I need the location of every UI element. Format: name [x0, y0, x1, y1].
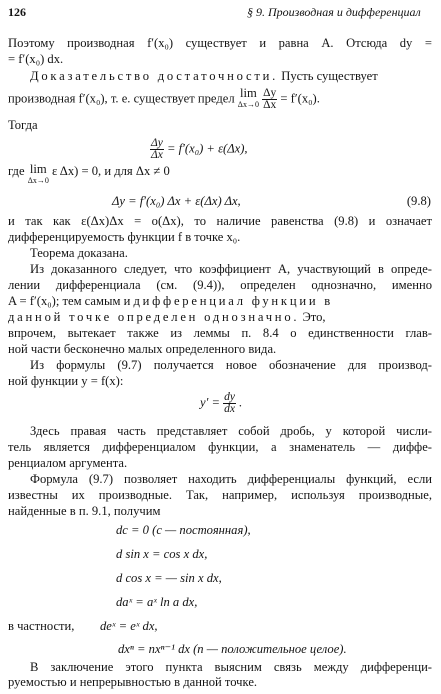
text-line: [30, 69, 378, 84]
text-line: дифференцируемость функции f в точке x₀.: [8, 230, 241, 244]
lim-subscript: Δx→0: [237, 100, 259, 109]
fraction-numerator: dy: [224, 391, 236, 403]
text-fragment: Пусть существует: [281, 69, 378, 83]
text-line: Поэтому производная f′(x₀) существует и равна A. Отсюда dy =: [8, 36, 432, 50]
formula: d sin x = cos x dx,: [116, 547, 208, 561]
equation-lhs: y′ =: [200, 395, 220, 410]
spaced-text: данной точке определен однозначно.: [8, 310, 300, 324]
text-line: лении дифференциала (см. (9.4)), определен однозначно, именно: [8, 278, 432, 292]
fraction-denominator: dx: [224, 403, 236, 415]
text-line: Из доказанного следует, что коэффициент A, участвующий в опреде-: [30, 262, 432, 276]
limit-expression: [28, 164, 49, 186]
text-line: найденные в п. 9.1, получим: [8, 504, 161, 518]
equation: [150, 138, 248, 161]
formula: dxⁿ = nxⁿ⁻¹ dx (n — положительное целое).: [118, 642, 347, 656]
formula: d cos x = — sin x dx,: [116, 571, 222, 585]
text-line: В заключение этого пункта выясним связь между дифференци-: [30, 660, 432, 674]
formula: dc = 0 (c — постоянная),: [116, 523, 251, 537]
fraction-denominator: Δx: [151, 149, 163, 161]
text-fragment: Это,: [302, 310, 326, 324]
text-line: [8, 164, 170, 186]
text-fragment: = f′(x₀).: [280, 91, 320, 106]
lim-subscript: Δx→0: [27, 176, 49, 185]
text-line: в частности,: [8, 619, 75, 633]
fraction: [223, 392, 236, 415]
text-line: впрочем, вытекает также из леммы п. 8.4 о единственности глав-: [8, 326, 432, 340]
fraction-numerator: Δy: [263, 87, 277, 99]
text-fragment: производная f′(x₀), т. е. существует предел: [8, 91, 235, 106]
text-line: = f′(x₀) dx.: [8, 52, 64, 66]
equation: [200, 392, 242, 415]
text-line: известны их производные. Так, например, используя производные,: [8, 488, 432, 502]
text-line: тель является дифференциалом функции, а знаменатель — диффе-: [8, 440, 432, 454]
text-fragment: ε Δx) = 0, и для Δx ≠ 0: [52, 164, 170, 178]
fraction: [150, 138, 164, 161]
text-fragment: где: [8, 164, 25, 178]
text-line: ной части бесконечно малых определенного вида.: [8, 342, 277, 356]
formula: daˣ = aˣ ln a dx,: [116, 595, 198, 609]
equation: Δy = f′(x₀) Δx + ε(Δx) Δx,: [112, 194, 241, 208]
text-line: Здесь правая часть представляет собой дробь, у которой числи-: [30, 424, 432, 438]
fraction-denominator: Δx: [263, 99, 277, 111]
limit-expression: [238, 88, 259, 110]
text-line: и так как ε(Δx)Δx = o(Δx), то наличие равенства (9.8) и означает: [8, 214, 432, 228]
text-line: [8, 88, 320, 111]
text-line: ной функции y = f(x):: [8, 374, 124, 388]
equation-rhs: = f′(x₀) + ε(Δx),: [167, 141, 248, 156]
text-fragment: A = f′(x₀); тем самым и: [8, 294, 131, 308]
lim-word: lim: [29, 162, 47, 176]
text-line: Теорема доказана.: [30, 246, 128, 260]
text-line: ренциалом аргумента.: [8, 456, 128, 470]
fraction-numerator: Δy: [151, 137, 163, 149]
text-line: [8, 310, 326, 325]
spaced-text: дифференциал функции в: [133, 294, 333, 308]
text-line: руемостью и непрерывностью в данной точке.: [8, 675, 258, 689]
text-line: Тогда: [8, 118, 38, 132]
equation-end: .: [239, 395, 243, 410]
page-number: 126: [8, 5, 26, 19]
text-line: Формула (9.7) позволяет находить дифференциалы функций, если: [30, 472, 432, 486]
fraction: [262, 88, 277, 111]
text-line: [8, 294, 333, 309]
text-line: Из формулы (9.7) получается новое обозначение для производ-: [30, 358, 432, 372]
spaced-heading: Доказательство достаточности.: [30, 69, 279, 83]
running-header: § 9. Производная и дифференциал: [247, 5, 421, 19]
lim-word: lim: [239, 86, 257, 100]
formula: deˣ = eˣ dx,: [100, 619, 158, 633]
equation-number: (9.8): [406, 194, 431, 208]
